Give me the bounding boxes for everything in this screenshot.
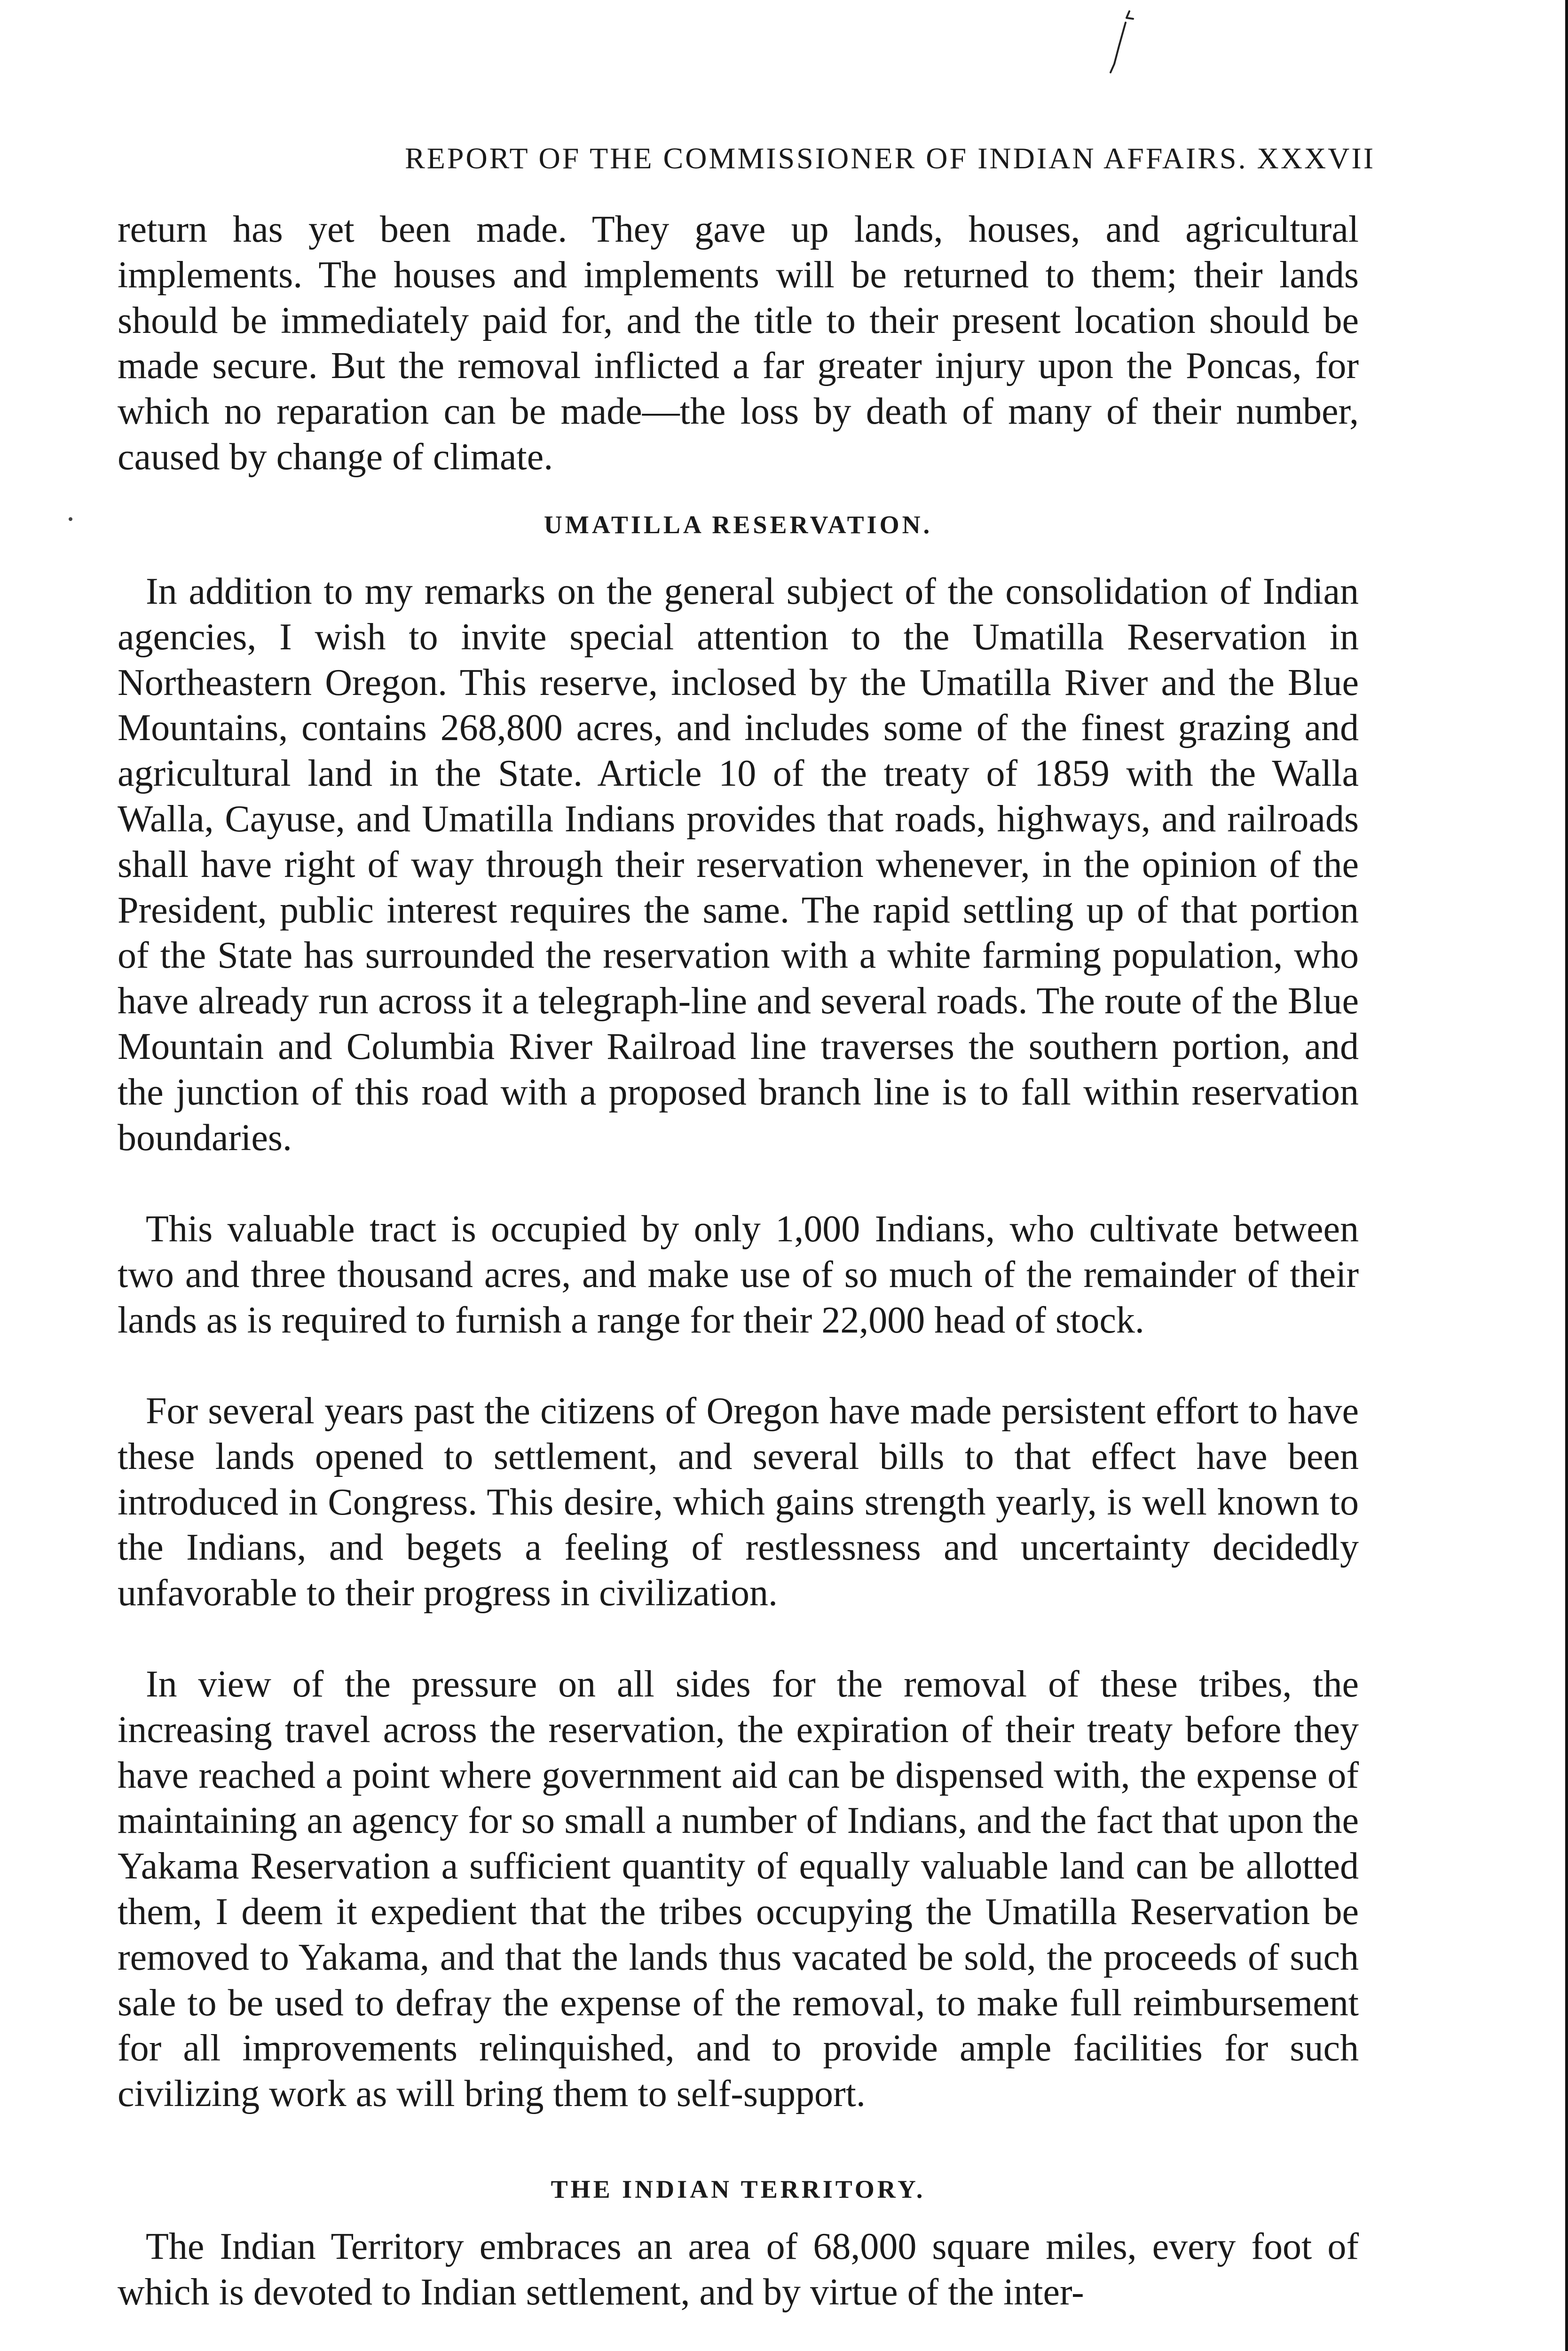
running-header: REPORT OF THE COMMISSIONER OF INDIAN AFFAIRS. XXXVII: [405, 142, 1375, 175]
heading-umatilla-reservation: UMATILLA RESERVATION.: [544, 511, 933, 539]
paragraph-oregon-citizens: For several years past the citizens of Oregon have made persistent effort to have these lands opened to settlement, and several bills to that effect have been introduced in Congress. This desire, which gains strength yearly, is well known to the Indians, and begets a feeling of restlessness and uncertainty decidedly unfavorable to their progress in civilization.: [118, 1390, 1359, 1614]
scan-speck: [69, 517, 72, 521]
paragraph-valuable-tract: This valuable tract is occupied by only 1,000 Indians, who cultivate between two and three thousand acres, and make use of so much of the remainder of their lands as is required to furnish a range for their 22,000 head of stock.: [118, 1208, 1359, 1341]
paragraph-poncas-continuation: return has yet been made. They gave up lands, houses, and agricultural implements. The houses and implements will be returned to them; their lands should be immediately paid for, and the title to their present location should be made secure. But the removal inflicted a far greater injury upon the Poncas, for which no reparation can be made—the loss by death of many of their number, caused by change of climate.: [118, 209, 1359, 478]
paragraph-indian-territory: The Indian Territory embraces an area of 68,000 square miles, every foot of which is devoted to Indian settlement, and by virtue of the inter-: [118, 2226, 1359, 2313]
paragraph-removal-recommendation: In view of the pressure on all sides for the removal of these tribes, the increasing travel across the reservation, the expiration of their treaty before they have reached a point where government aid can be dispensed with, the expense of maintaining an agency for so small a number of Indians, and the fact that upon the Yakama Reservation a sufficient quantity of equally valuable land can be allotted them, I deem it expedient that the tribes occupying the Umatilla Reservation be removed to Yakama, and that the lands thus vacated be sold, the proceeds of such sale to be used to defray the expense of the removal, to make full reimbursement for all improvements relinquished, and to provide ample facilities for such civilizing work as will bring them to self-support.: [118, 1664, 1359, 2115]
pencil-annotation-icon: [1100, 8, 1138, 74]
paragraph-umatilla-intro: In addition to my remarks on the general subject of the consolidation of Indian agencies, I wish to invite special attention to the Umatilla Reservation in Northeastern Oregon. This reserve, inclosed by the Umatilla River and the Blue Mountains, contains 268,800 acres, and includes some of the finest grazing and agricultural land in the State. Article 10 of the treaty of 1859 with the Walla Walla, Cayuse, and Umatilla Indians provides that roads, highways, and railroads shall have right of way through their reservation whenever, in the opinion of the President, public interest requires the same. The rapid settling up of that portion of the State has surrounded the reservation with a white farming population, who have already run across it a telegraph-line and several roads. The route of the Blue Mountain and Columbia River Railroad line traverses the southern portion, and the junction of this road with a proposed branch line is to fall within reservation boundaries.: [118, 571, 1359, 1159]
heading-indian-territory: THE INDIAN TERRITORY.: [551, 2175, 926, 2203]
